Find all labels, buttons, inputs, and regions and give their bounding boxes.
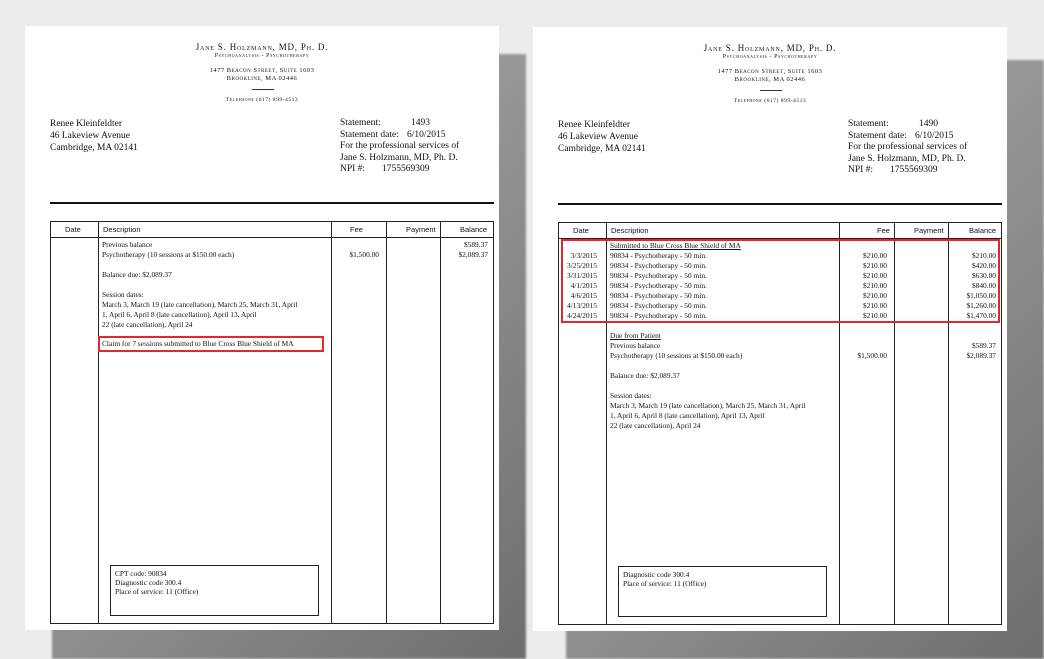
diagnostic-code: Diagnostic code 300.4 [623,570,690,579]
services-line1: For the professional services of [848,142,968,152]
services-line2: Jane S. Holzmann, MD, Ph. D. [848,153,966,164]
th-description: Description [103,225,141,234]
patient-street: 46 Lakeview Avenue [558,132,639,142]
patient-address [558,119,646,155]
letterhead-address-line1: 1477 Beacon Street, Suite 1603 [717,68,823,75]
npi-number: 1755569309 [890,165,938,175]
col-divider [440,222,441,623]
npi-label: NPI #: [848,165,874,175]
claim-highlight [98,336,324,352]
session-dates-line: 22 (late cancellation), April 24 [102,320,193,329]
statement-date: 6/10/2015 [915,130,954,141]
balance-due: Balance due: $2,089.37 [610,371,680,380]
claim-balance: $210.00 [971,251,996,260]
patient-name: Renee Kleinfeldter [50,119,123,129]
col-divider [98,222,99,623]
claim-balance: $1,260.00 [966,301,996,310]
letterhead-specialty: Psychoanalysis - Psychotherapy [722,54,818,60]
claim-description: 90834 - Psychotherapy - 50 min. [610,281,707,290]
claim-balance: $420.00 [971,261,996,270]
letterhead-address-line1: 1477 Beacon Street, Suite 1603 [209,67,315,74]
psychotherapy-balance: $2,089.37 [458,250,488,259]
prev-balance-label: Previous balance [102,240,153,249]
session-dates-line: March 3, March 19 (late cancellation), March 25, March 31, April [102,300,298,309]
claim-date: 4/1/2015 [570,281,597,290]
claim-balance: $1,470.00 [966,311,996,320]
th-payment: Payment [914,226,944,235]
services-line2: Jane S. Holzmann, MD, Ph. D. [340,152,458,163]
psychotherapy-fee: $1,500.00 [349,250,379,259]
place-of-service: Place of service: 11 (Office) [115,587,199,596]
claim-fee: $210.00 [862,311,887,320]
claim-fee: $210.00 [862,281,887,290]
statement-number: 1493 [411,118,430,128]
code-info-box [618,566,827,617]
header-divider [50,202,494,204]
balance-due: Balance due: $2,089.37 [102,270,172,279]
patient-address [50,118,138,154]
header-line [51,237,493,238]
th-date: Date [573,226,589,235]
diagnostic-code: Diagnostic code 300.4 [115,578,182,587]
patient-city: Cambridge, MA 02141 [50,143,138,153]
letterhead-rule [252,89,274,90]
letterhead-rule [760,90,782,91]
prev-balance-label: Previous balance [610,341,661,350]
psychotherapy-label: Psychotherapy (10 sessions at $150.00 each) [102,250,235,259]
statement-table [558,222,1002,625]
claim-description: 90834 - Psychotherapy - 50 min. [610,311,707,320]
statement-date-label: Statement date: [848,130,907,141]
claim-date: 3/31/2015 [567,271,597,280]
th-payment: Payment [406,225,436,234]
patient-name: Renee Kleinfeldter [558,120,631,130]
th-description: Description [611,226,649,235]
claim-description: 90834 - Psychotherapy - 50 min. [610,271,707,280]
statement-1493 [25,26,499,630]
claim-date: 3/25/2015 [567,261,597,270]
patient-street: 46 Lakeview Avenue [50,131,131,141]
prev-balance-value: $589.37 [463,240,488,249]
psychotherapy-label: Psychotherapy (10 sessions at $150.00 each) [610,351,743,360]
claim-balance: $1,050.00 [966,291,996,300]
statement-info [340,118,459,176]
th-balance: Balance [460,225,488,234]
services-line1: For the professional services of [340,141,460,151]
claim-date: 4/24/2015 [567,311,597,320]
session-dates-label: Session dates: [102,290,144,299]
claim-date: 4/13/2015 [567,301,597,310]
session-dates-line: 1, April 6, April 8 (late cancellation), April 13, April [102,310,257,319]
statement-info [848,119,967,177]
header-divider [558,203,1002,205]
claim-description: 90834 - Psychotherapy - 50 min. [610,261,707,270]
npi-label: NPI #: [340,164,366,174]
letterhead-specialty: Psychoanalysis - Psychotherapy [214,53,310,59]
statement-date: 6/10/2015 [407,129,446,140]
session-dates-label: Session dates: [610,391,652,400]
session-dates-line: 22 (late cancellation), April 24 [610,421,701,430]
letterhead-address-line2: Brookline, MA 02446 [734,76,806,83]
claim-fee: $210.00 [862,291,887,300]
claim-date: 3/3/2015 [570,251,597,260]
submitted-header: Submitted to Blue Cross Blue Shield of MA [610,241,741,250]
patient-city: Cambridge, MA 02141 [558,144,646,154]
npi-number: 1755569309 [382,164,430,174]
th-fee: Fee [877,226,890,235]
statement-number: 1490 [919,119,938,129]
col-divider [331,222,332,623]
statement-label: Statement: [340,118,381,128]
claim-balance: $630.00 [971,271,996,280]
statement-label: Statement: [848,119,889,129]
session-dates-line: March 3, March 19 (late cancellation), March 25, March 31, April [610,401,806,410]
claim-fee: $210.00 [862,261,887,270]
code-info-box [110,565,319,616]
col-divider [386,222,387,623]
claim-date: 4/6/2015 [570,291,597,300]
th-balance: Balance [969,226,997,235]
letterhead-address-line2: Brookline, MA 02446 [226,75,298,82]
letterhead-name: Jane S. Holzmann, MD, Ph. D. [195,42,329,52]
due-header: Due from Patient [610,331,661,340]
statement-date-label: Statement date: [340,129,399,140]
claim-fee: $210.00 [862,251,887,260]
claim-fee: $210.00 [862,271,887,280]
session-dates-line: 1, April 6, April 8 (late cancellation), April 13, April [610,411,765,420]
cpt-code: CPT code: 90834 [115,569,167,578]
letterhead-phone: Telephone (617) 899-4513 [225,97,299,103]
psychotherapy-fee: $1,500.00 [857,351,887,360]
letterhead-name: Jane S. Holzmann, MD, Ph. D. [703,43,837,53]
th-date: Date [65,225,81,234]
statement-table [50,221,494,624]
psychotherapy-balance: $2,089.37 [966,351,996,360]
claims-highlight [561,239,1000,323]
place-of-service: Place of service: 11 (Office) [623,579,707,588]
th-fee: Fee [350,225,363,234]
claim-note: Claim for 7 sessions submitted to Blue Cross Blue Shield of MA [102,339,294,348]
claim-description: 90834 - Psychotherapy - 50 min. [610,301,707,310]
claim-description: 90834 - Psychotherapy - 50 min. [610,291,707,300]
statement-1490 [533,27,1007,631]
claim-description: 90834 - Psychotherapy - 50 min. [610,251,707,260]
claim-balance: $840.00 [971,281,996,290]
claim-fee: $210.00 [862,301,887,310]
prev-balance-value: $589.37 [971,341,996,350]
letterhead-phone: Telephone (617) 899-4513 [733,98,807,104]
